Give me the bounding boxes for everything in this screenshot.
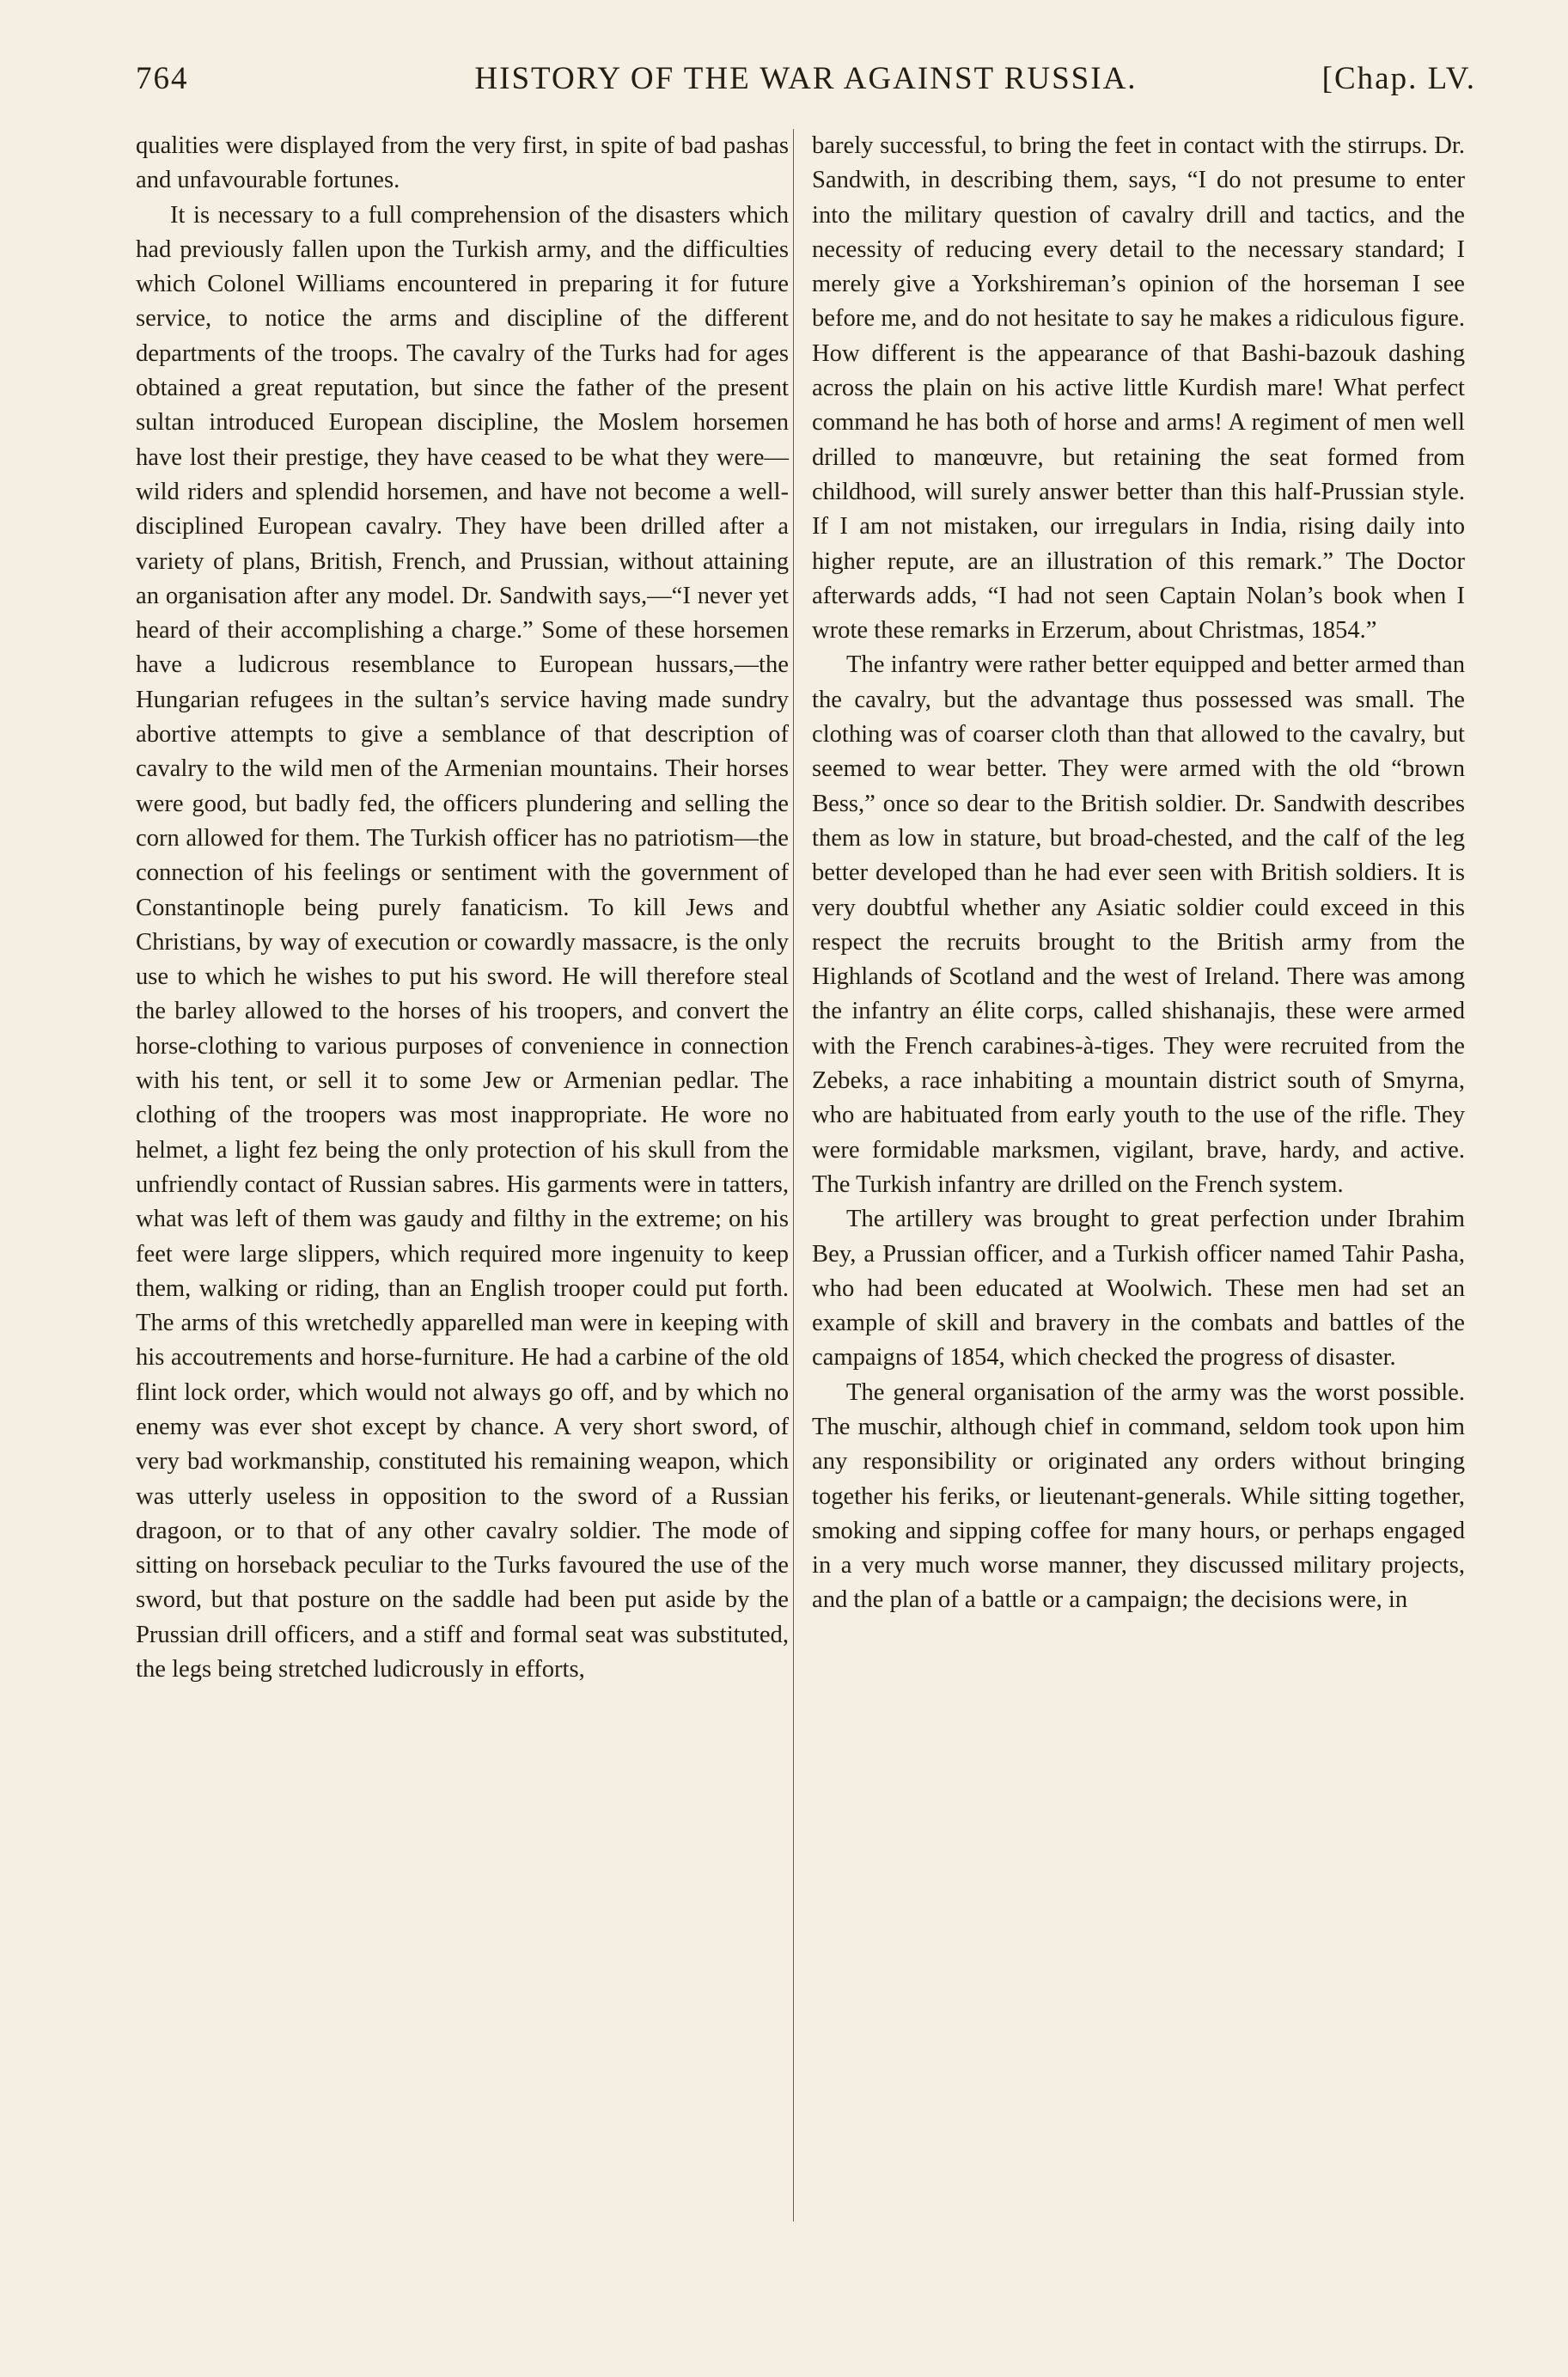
chapter-label: [Chap. LV. bbox=[1321, 61, 1476, 96]
right-column bbox=[812, 129, 1465, 1618]
column-divider bbox=[793, 129, 794, 2221]
page-number: 764 bbox=[136, 61, 189, 96]
paragraph: barely successful, to bring the feet in contact with the stirrups. Dr. Sandwith, in describing them, says, “I do not presume to enter into the military question of cavalry drill and tactics, and the necessity of reducing every detail to the necessary standard; I merely give a Yorkshireman’s opinion of the horseman I see before me, and do not hesitate to say he makes a ridiculous figure. How different is the appearance of that Bashi-bazouk dashing across the plain on his active little Kurdish mare! What perfect command he has both of horse and arms! A regiment of men well drilled to manœuvre, but retaining the seat formed from childhood, will surely answer better than this half-Prussian style. If I am not mistaken, our irregulars in India, rising daily into higher repute, are an illustration of this remark.” The Doctor afterwards adds, “I had not seen Captain Nolan’s book when I wrote these remarks in Erzerum, about Christmas, 1854.” bbox=[812, 132, 1465, 645]
paragraph: qualities were displayed from the very first, in spite of bad pashas and unfavourable fortunes. bbox=[136, 132, 789, 194]
running-title: HISTORY OF THE WAR AGAINST RUSSIA. bbox=[474, 61, 1138, 96]
paragraph: The artillery was brought to great perfection under Ibrahim Bey, a Prussian officer, and a Turkish officer named Tahir Pasha, who had been educated at Woolwich. These men had set an example of skill and bravery in the combats and battles of the campaigns of 1854, which checked the progress of disaster. bbox=[812, 1206, 1465, 1372]
left-column bbox=[136, 129, 789, 1687]
paragraph: It is necessary to a full comprehension of the disasters which had previously fallen upon the Turkish army, and the difficulties which Colonel Williams encountered in preparing it for future service, to notice the arms and discipline of the different departments of the troops. The cavalry of the Turks had for ages obtained a great reputation, but since the father of the present sultan introduced European discipline, the Moslem horsemen have lost their prestige, they have ceased to be what they were—wild riders and splendid horsemen, and have not become a well-disciplined European cavalry. They have been drilled after a variety of plans, British, French, and Prussian, without attaining an organisation after any model. Dr. Sandwith says,—“I never yet heard of their accomplishing a charge.” Some of these horsemen have a ludicrous resemblance to European hussars,—the Hungarian refugees in the sultan’s service having made sundry abortive attempts to give a semblance of that description of cavalry to the wild men of the Armenian mountains. Their horses were good, but badly fed, the officers plundering and selling the corn allowed for them. The Turkish officer has no patriotism—the connection of his feelings or sentiment with the government of Constantinople being purely fanaticism. To kill Jews and Christians, by way of execution or cowardly massacre, is the only use to which he wishes to put his sword. He will therefore steal the barley allowed to the horses of his troopers, and convert the horse-clothing to various purposes of convenience in connection with his tent, or sell it to some Jew or Armenian pedlar. The clothing of the troopers was most inappropriate. He wore no helmet, a light fez being the only protection of his skull from the unfriendly contact of Russian sabres. His garments were in tatters, what was left of them was gaudy and filthy in the extreme; on his feet were large slippers, which required more ingenuity to keep them, walking or riding, than an English trooper could put forth. The arms of this wretchedly apparelled man were in keeping with his accoutrements and horse-furniture. He had a carbine of the old flint lock order, which would not always go off, and by which no enemy was ever shot except by chance. A very short sword, of very bad workmanship, constituted his remaining weapon, which was utterly useless in opposition to the sword of a Russian dragoon, or to that of any other cavalry soldier. The mode of sitting on horseback peculiar to the Turks favoured the use of the sword, but that posture on the saddle had been put aside by the Prussian drill officers, and a stiff and formal seat was substituted, the legs being stretched ludicrously in efforts, bbox=[136, 201, 789, 1683]
paragraph: The infantry were rather better equipped and better armed than the cavalry, but the advantage thus possessed was small. The clothing was of coarser cloth than that allowed to the cavalry, but seemed to wear better. They were armed with the old “brown Bess,” once so dear to the British soldier. Dr. Sandwith describes them as low in stature, but broad-chested, and the calf of the leg better developed than he had ever seen with British soldiers. It is very doubtful whether any Asiatic soldier could exceed in this respect the recruits brought to the British army from the Highlands of Scotland and the west of Ireland. There was among the infantry an élite corps, called shishanajis, these were armed with the French carabines-à-tiges. They were recruited from the Zebeks, a race inhabiting a mountain district south of Smyrna, who are habituated from early youth to the use of the rifle. They were formidable marksmen, vigilant, brave, hardy, and active. The Turkish infantry are drilled on the French system. bbox=[812, 651, 1465, 1198]
running-header bbox=[136, 53, 1476, 113]
paragraph: The general organisation of the army was the worst possible. The muschir, although chief in command, seldom took upon him any responsibility or originated any orders without bringing together his feriks, or lieutenant-generals. While sitting together, smoking and sipping coffee for many hours, or perhaps engaged in a very much worse manner, they discussed military projects, and the plan of a battle or a campaign; the decisions were, in bbox=[812, 1378, 1465, 1614]
